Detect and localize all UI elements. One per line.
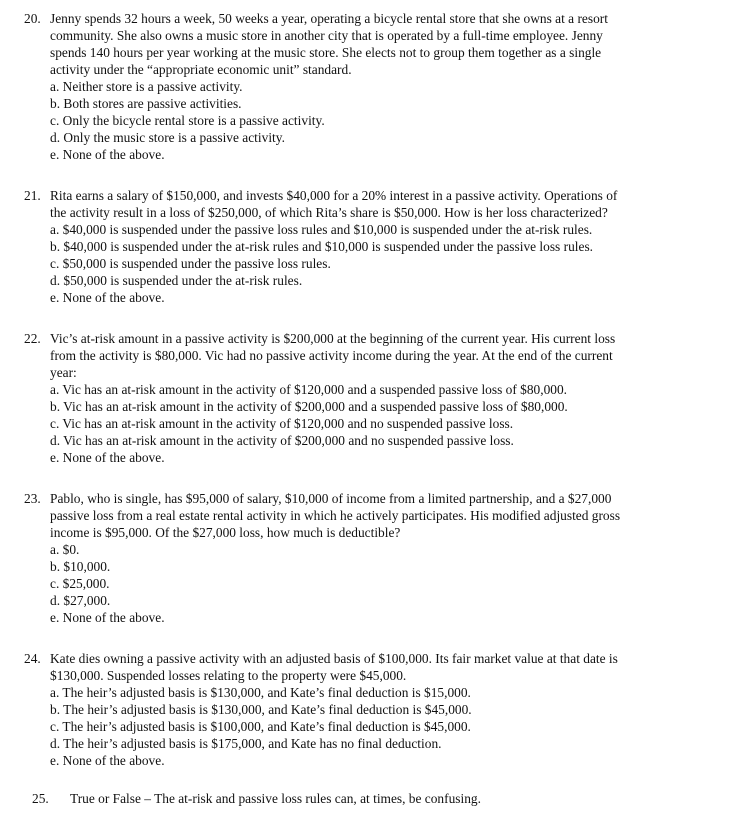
answer-option-b: b. Both stores are passive activities.	[50, 96, 242, 111]
answer-option-a: a. $0.	[50, 542, 80, 557]
answer-option-a: a. The heir’s adjusted basis is $130,000, and Kate’s final deduction is $15,000.	[50, 685, 471, 700]
question-stem-line: the activity result in a loss of $250,000, of which Rita’s share is $50,000. How is her loss characterized?	[50, 205, 608, 220]
question-20	[24, 10, 724, 163]
question-stem-line: spends 140 hours per year working at the music store. She elects not to group them together as a single	[50, 45, 602, 60]
question-stem-line: 22. Vic’s at-risk amount in a passive activity is $200,000 at the beginning of the current year. His current loss	[24, 331, 616, 346]
question-stem-line: activity under the “appropriate economic unit” standard.	[50, 62, 352, 77]
answer-option-c: c. Only the bicycle rental store is a passive activity.	[50, 113, 325, 128]
answer-option-c: c. $25,000.	[50, 576, 110, 591]
question-number: 24.	[24, 651, 41, 666]
answer-option-a: a. $40,000 is suspended under the passive loss rules and $10,000 is suspended under the at-risk rules.	[50, 222, 593, 237]
question-stem-line: 24. Kate dies owning a passive activity with an adjusted basis of $100,000. Its fair market value at that date is	[24, 651, 618, 666]
answer-option-e: e. None of the above.	[50, 753, 165, 768]
question-stem-line: $130,000. Suspended losses relating to the property were $45,000.	[50, 668, 407, 683]
answer-option-c: c. The heir’s adjusted basis is $100,000, and Kate’s final deduction is $45,000.	[50, 719, 471, 734]
question-23	[24, 490, 724, 626]
answer-option-c: c. $50,000 is suspended under the passive loss rules.	[50, 256, 331, 271]
answer-option-b: b. $40,000 is suspended under the at-risk rules and $10,000 is suspended under the passive loss rules.	[50, 239, 593, 254]
question-stem-line: community. She also owns a music store in another city that is operated by a full-time employee. Jenny	[50, 28, 603, 43]
answer-option-d: d. Vic has an at-risk amount in the activity of $200,000 and no suspended passive loss.	[50, 433, 514, 448]
question-stem-line: 20. Jenny spends 32 hours a week, 50 weeks a year, operating a bicycle rental store that she owns at a resort	[24, 11, 608, 26]
answer-option-d: d. $27,000.	[50, 593, 111, 608]
question-21	[24, 187, 724, 306]
question-number: 22.	[24, 331, 41, 346]
answer-option-e: e. None of the above.	[50, 290, 165, 305]
answer-option-d: d. $50,000 is suspended under the at-risk rules.	[50, 273, 303, 288]
question-stem-line: 21. Rita earns a salary of $150,000, and invests $40,000 for a 20% interest in a passive activity. Operations of	[24, 188, 618, 203]
answer-option-e: e. None of the above.	[50, 147, 165, 162]
question-stem-line: passive loss from a real estate rental activity in which he actively participates. His modified adjusted gross	[50, 508, 621, 523]
answer-option-d: d. The heir’s adjusted basis is $175,000, and Kate has no final deduction.	[50, 736, 442, 751]
answer-option-b: b. $10,000.	[50, 559, 111, 574]
question-stem-line: from the activity is $80,000. Vic had no passive activity income during the year. At the end of the current	[50, 348, 613, 363]
question-24	[24, 650, 724, 769]
answer-option-b: b. The heir’s adjusted basis is $130,000, and Kate’s final deduction is $45,000.	[50, 702, 472, 717]
answer-option-b: b. Vic has an at-risk amount in the activity of $200,000 and a suspended passive loss of $80,000.	[50, 399, 568, 414]
question-number: 23.	[24, 491, 41, 506]
answer-option-e: e. None of the above.	[50, 450, 165, 465]
question-number: 20.	[24, 11, 41, 26]
answer-option-e: e. None of the above.	[50, 610, 165, 625]
question-stem-line: year:	[50, 365, 77, 380]
answer-option-c: c. Vic has an at-risk amount in the activity of $120,000 and no suspended passive loss.	[50, 416, 514, 431]
answer-option-a: a. Vic has an at-risk amount in the activity of $120,000 and a suspended passive loss of $80,000.	[50, 382, 568, 397]
question-25	[32, 790, 732, 807]
question-stem-line: 23. Pablo, who is single, has $95,000 of salary, $10,000 of income from a limited partnership, and a $27,000	[24, 491, 612, 506]
question-22	[24, 330, 724, 466]
answer-option-d: d. Only the music store is a passive activity.	[50, 130, 285, 145]
question-stem-line: 25. True or False – The at-risk and passive loss rules can, at times, be confusing.	[32, 791, 481, 806]
question-stem-line: income is $95,000. Of the $27,000 loss, how much is deductible?	[50, 525, 401, 540]
answer-option-a: a. Neither store is a passive activity.	[50, 79, 243, 94]
question-number: 25.	[32, 791, 49, 806]
question-number: 21.	[24, 188, 41, 203]
